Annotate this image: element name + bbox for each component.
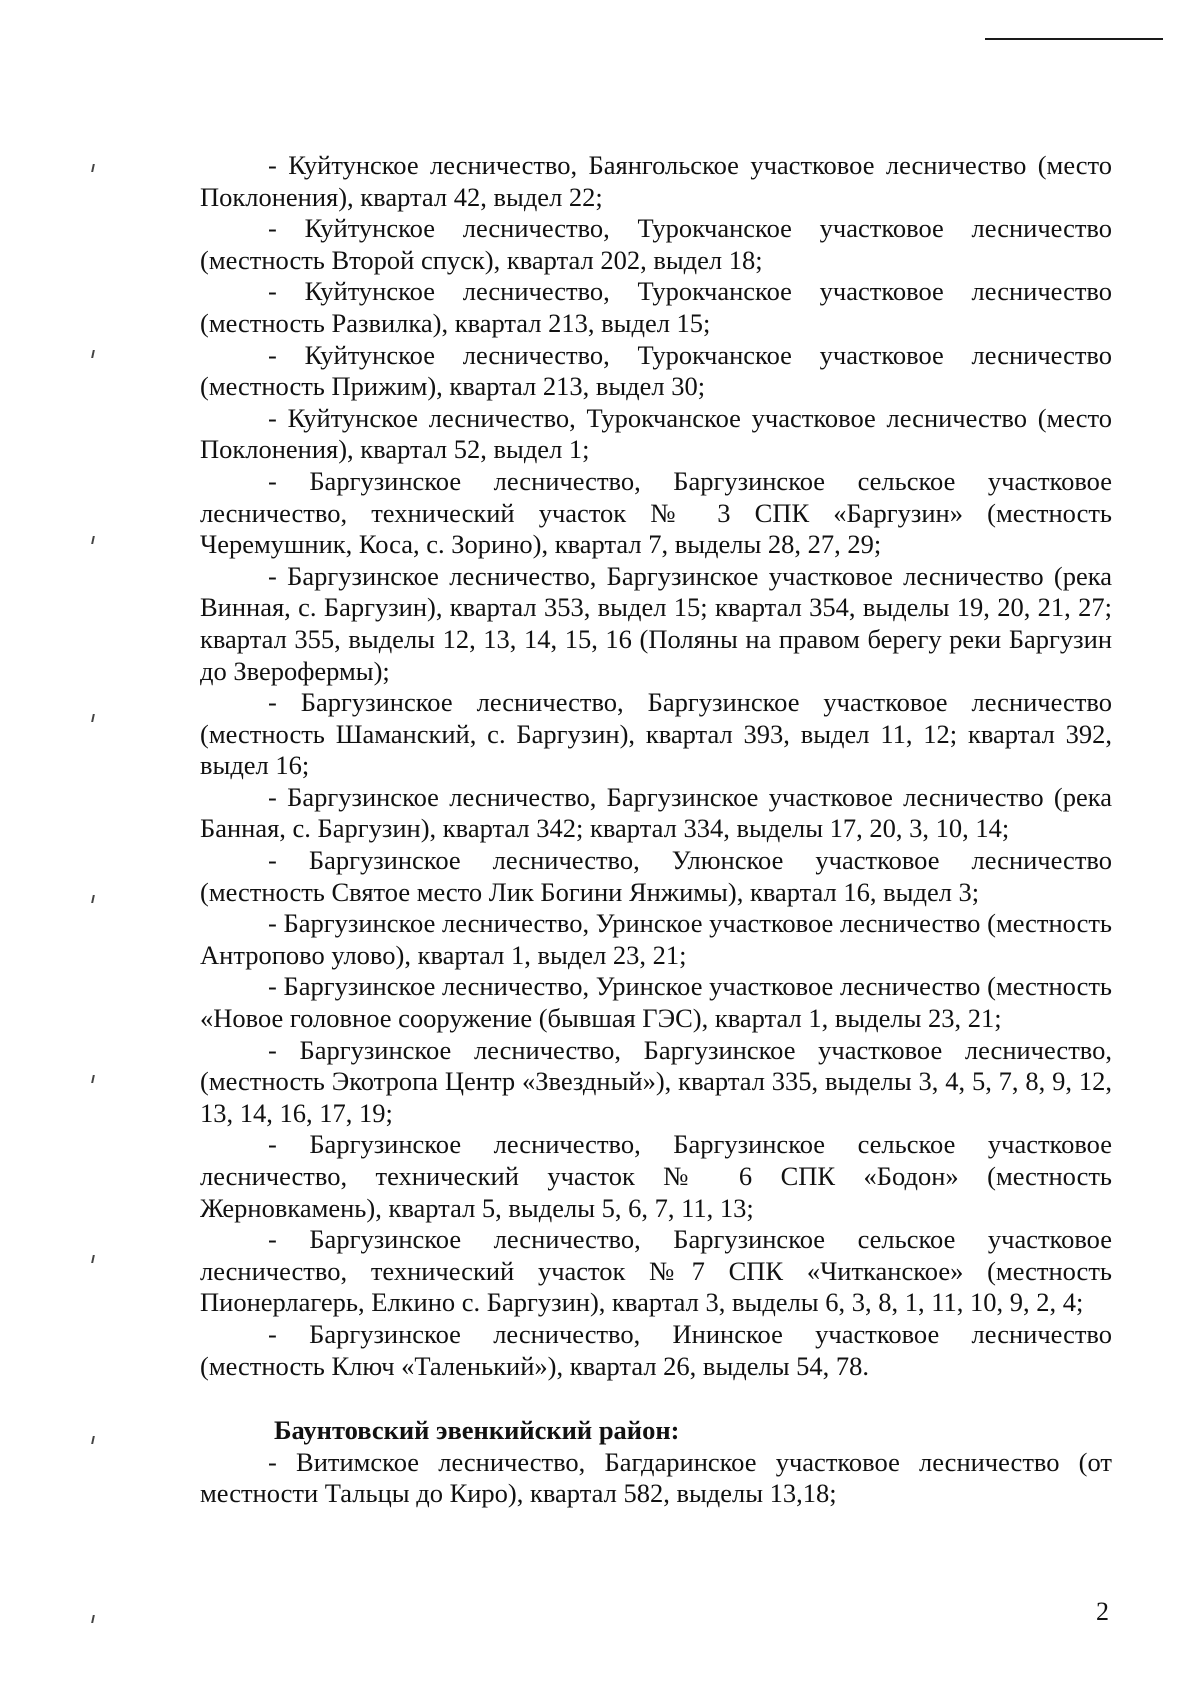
margin-scan-mark xyxy=(91,895,95,903)
forestry-entry: - Куйтунское лесничество, Турокчанское участковое лесничество (место Поклонения), квартал 52, выдел 1; xyxy=(200,402,1112,465)
forestry-entry: - Витимское лесничество, Багдаринское участковое лесничество (от местности Тальцы до Киро), квартал 582, выделы 13,18; xyxy=(200,1446,1112,1509)
document-body xyxy=(200,150,1112,1510)
forestry-entry: - Баргузинское лесничество, Баргузинское сельское участковое лесничество, технический участок №7 СПК «Читканское» (местность Пионерлагерь, Елкино с. Баргузин), квартал 3, выделы 6, 3, 8, 1, 11, 10, 9, 2, 4; xyxy=(200,1224,1112,1318)
margin-scan-mark xyxy=(91,164,95,172)
forestry-entry: - Куйтунское лесничество, Турокчанское участковое лесничество (местность Прижим), квартал 213, выдел 30; xyxy=(200,339,1112,402)
margin-scan-mark xyxy=(91,1255,95,1263)
margin-scan-mark xyxy=(91,536,95,544)
margin-scan-mark xyxy=(91,1436,95,1444)
forestry-entry: - Баргузинское лесничество, Улюнское участковое лесничество (местность Святое место Лик Богини Янжимы), квартал 16, выдел 3; xyxy=(200,845,1112,907)
forestry-entry: - Баргузинское лесничество, Баргузинское сельское участковое лесничество, технический участок № 6 СПК «Бодон» (местность Жерновкамень), квартал 5, выделы 5, 6, 7, 11, 13; xyxy=(200,1129,1112,1223)
forestry-entry: - Баргузинское лесничество, Баргузинское участковое лесничество (местность Шаманский, с. Баргузин), квартал 393, выдел 11, 12; квартал 392, выдел 16; xyxy=(200,687,1112,781)
section-spacer xyxy=(200,1382,1112,1415)
forestry-entry: - Куйтунское лесничество, Турокчанское участковое лесничество (местность Второй спуск), квартал 202, выдел 18; xyxy=(200,213,1112,275)
margin-scan-mark xyxy=(91,1075,95,1083)
forestry-entry: - Баргузинское лесничество, Уринское участковое лесничество (местность Антропово улово), квартал 1, выдел 23, 21; xyxy=(200,908,1112,970)
page-number: 2 xyxy=(1096,1597,1109,1626)
forestry-entry: - Баргузинское лесничество, Баргузинское участковое лесничество, (местность Экотропа Центр «Звездный»), квартал 335, выделы 3, 4, 5, 7, 8, 9, 12, 13, 14, 16, 17, 19; xyxy=(200,1034,1112,1128)
section-heading: Баунтовский эвенкийский район: xyxy=(274,1415,680,1446)
forestry-entry: - Куйтунское лесничество, Баянгольское участковое лесничество (место Поклонения), квартал 42, выдел 22; xyxy=(200,150,1112,212)
forestry-entry: - Баргузинское лесничество, Баргузинское участковое лесничество (река Винная, с. Баргузин), квартал 353, выдел 15; квартал 354, выделы 19, 20, 21, 27; квартал 355, выделы 12, 13, 14, 15, 16 (Поляны на правом берегу реки Баргузин до Зверофермы); xyxy=(200,560,1112,686)
margin-scan-mark xyxy=(91,350,95,358)
forestry-entry: - Баргузинское лесничество, Баргузинское участковое лесничество (река Банная, с. Баргузин), квартал 342; квартал 334, выделы 17, 20, 3, 10, 14; xyxy=(200,781,1112,844)
margin-scan-mark xyxy=(91,714,95,722)
forestry-entry: - Куйтунское лесничество, Турокчанское участковое лесничество (местность Развилка), квартал 213, выдел 15; xyxy=(200,276,1112,338)
forestry-entry: - Баргузинское лесничество, Баргузинское сельское участковое лесничество, технический участок № 3 СПК «Баргузин» (местность Черемушник, Коса, с. Зорино), квартал 7, выделы 28, 27, 29; xyxy=(200,465,1112,560)
forestry-entry: - Баргузинское лесничество, Уринское участковое лесничество (местность «Новое головное сооружение (бывшая ГЭС), квартал 1, выделы 23, 21; xyxy=(200,971,1112,1034)
margin-scan-mark xyxy=(91,1615,95,1623)
forestry-entry: - Баргузинское лесничество, Ининское участковое лесничество (местность Ключ «Таленький»), квартал 26, выделы 54, 78. xyxy=(200,1318,1112,1381)
top-rule-line xyxy=(985,38,1163,40)
